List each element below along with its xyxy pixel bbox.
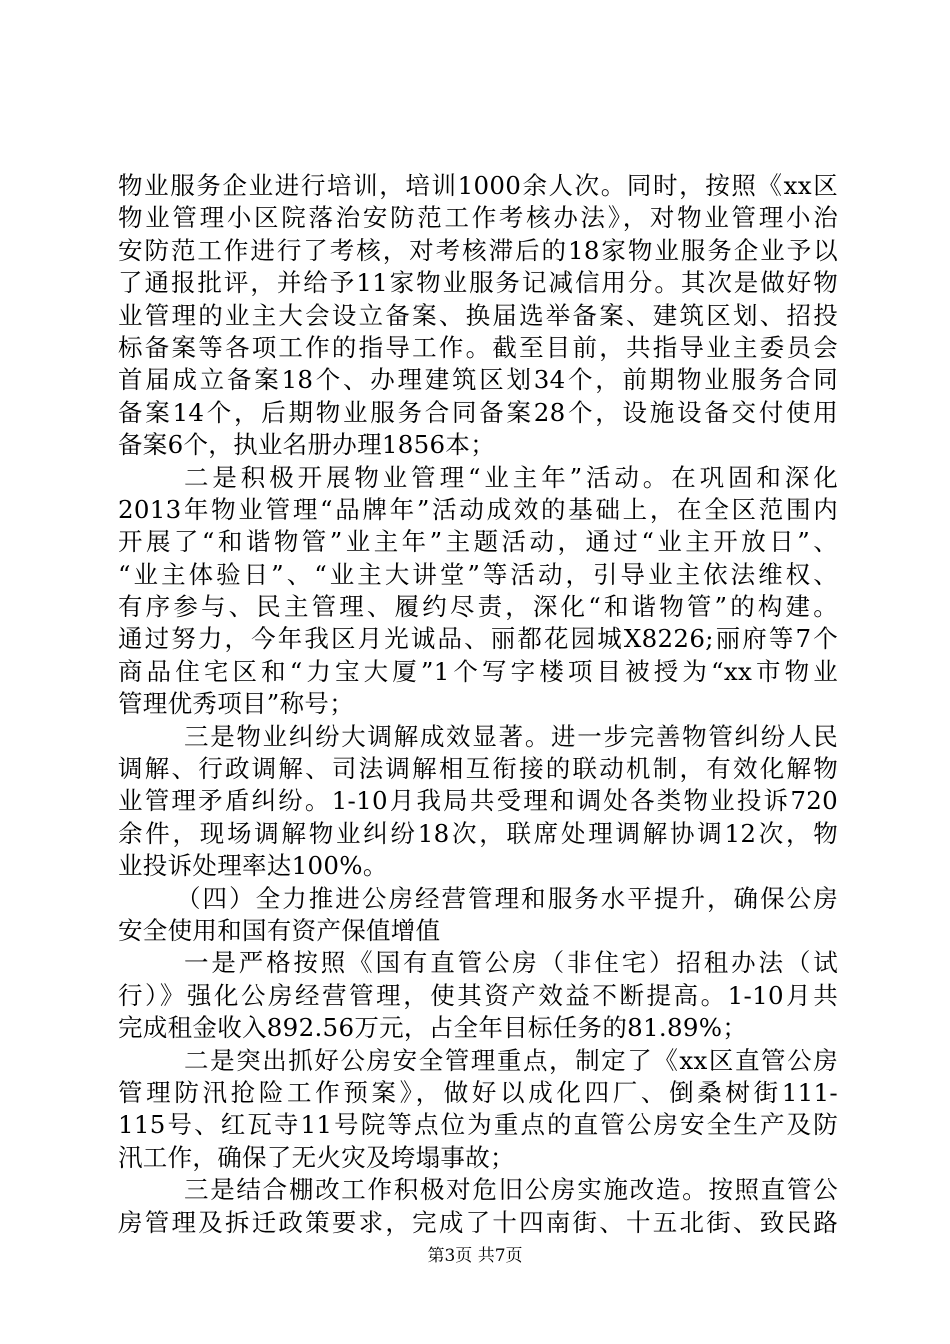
text-line: 2013年物业管理“品牌年”活动成效的基础上，在全区范围内 xyxy=(118,494,838,524)
text-line: 首届成立备案18个、办理建筑区划34个，前期物业服务合同 xyxy=(118,365,838,395)
text-line: 业管理的业主大会设立备案、换届选举备案、建筑区划、招投 xyxy=(118,300,838,330)
section-heading-line: 安全使用和国有资产保值增值 xyxy=(118,915,441,945)
text-line: 业投诉处理率达100%。 xyxy=(118,851,388,881)
section-heading-line: （四）全力推进公房经营管理和服务水平提升，确保公房 xyxy=(176,883,838,913)
text-line: 商品住宅区和“力宝大厦”1个写字楼项目被授为“xx市物业 xyxy=(118,656,838,686)
text-line: 管理优秀项目”称号； xyxy=(118,689,355,719)
page-footer xyxy=(0,1244,950,1268)
text-line: 备案14个，后期物业服务合同备案28个，设施设备交付使用 xyxy=(118,397,838,427)
text-line: 有序参与、民主管理、履约尽责，深化“和谐物管”的构建。 xyxy=(118,592,838,622)
text-line: 行）》强化公房经营管理，使其资产效益不断提高。1-10月共 xyxy=(118,980,838,1010)
paragraph-first-line: 一是严格按照《国有直管公房（非住宅）招租办法（试 xyxy=(184,948,838,978)
text-line: “业主体验日”、“业主大讲堂”等活动，引导业主依法维权、 xyxy=(118,559,838,589)
text-line: 余件，现场调解物业纠纷18次，联席处理调解协调12次，物 xyxy=(118,818,838,848)
page-number-label: 第3页 共7页 xyxy=(427,1246,523,1266)
text-line: 汛工作，确保了无火灾及垮塌事故； xyxy=(118,1142,515,1172)
text-line: 了通报批评，并给予11家物业服务记减信用分。其次是做好物 xyxy=(118,268,838,298)
text-line: 完成租金收入892.56万元，占全年目标任务的81.89%； xyxy=(118,1013,748,1043)
text-line: 物业服务企业进行培训，培训1000余人次。同时，按照《xx区 xyxy=(118,171,838,200)
text-line: 物业管理小区院落治安防范工作考核办法》，对物业管理小治 xyxy=(118,203,838,233)
text-line: 安防范工作进行了考核，对考核滞后的18家物业服务企业予以 xyxy=(118,235,838,265)
paragraph-first-line: 二是积极开展物业管理“业主年”活动。在巩固和深化 xyxy=(184,462,838,492)
paragraph-first-line: 二是突出抓好公房安全管理重点，制定了《xx区直管公房 xyxy=(184,1045,838,1075)
text-line: 调解、行政调解、司法调解相互衔接的联动机制，有效化解物 xyxy=(118,754,838,784)
text-line: 管理防汛抢险工作预案》，做好以成化四厂、倒桑树街111- xyxy=(118,1077,838,1107)
document-body xyxy=(118,170,838,1239)
text-line: 标备案等各项工作的指导工作。截至目前，共指导业主委员会 xyxy=(118,332,838,362)
text-line: 115号、红瓦寺11号院等点位为重点的直管公房安全生产及防 xyxy=(118,1110,838,1140)
text-line: 房管理及拆迁政策要求，完成了十四南街、十五北街、致民路 xyxy=(118,1207,838,1237)
text-line: 备案6个，执业名册办理1856本； xyxy=(118,430,496,460)
paragraph-first-line: 三是物业纠纷大调解成效显著。进一步完善物管纠纷人民 xyxy=(184,721,838,751)
text-line: 业管理矛盾纠纷。1-10月我局共受理和调处各类物业投诉720 xyxy=(118,786,838,816)
text-line: 开展了“和谐物管”业主年”主题活动，通过“业主开放日”、 xyxy=(118,527,838,557)
text-line: 通过努力，今年我区月光诚品、丽都花园城X8226;丽府等7个 xyxy=(118,624,838,654)
paragraph-first-line: 三是结合棚改工作积极对危旧公房实施改造。按照直管公 xyxy=(184,1175,838,1205)
